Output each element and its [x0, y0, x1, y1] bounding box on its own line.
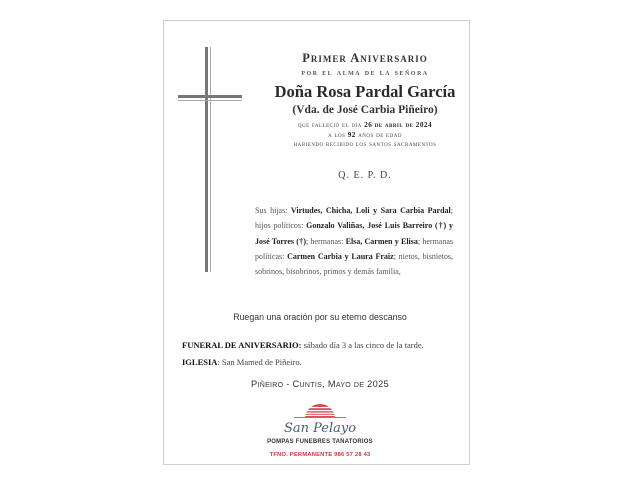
deceased-name: Doña Rosa Pardal García	[274, 82, 456, 101]
widow-of: (Vda. de José Carbia Piñeiro)	[292, 104, 438, 116]
death-date-line: que falleció el día 26 de abril de 2024	[297, 121, 433, 129]
svg-text:San Pelayo: San Pelayo	[283, 421, 357, 436]
company-phone: TFNO. PERMANENTE 986 57 28 43	[269, 452, 371, 458]
company-tagline: POMPAS FUNEBRES TANATORIOS	[267, 439, 373, 445]
qepd: Q. E. P. D.	[338, 170, 392, 181]
age-line: a los 92 años de edad	[328, 131, 402, 139]
title: Primer Aniversario	[302, 51, 428, 65]
subtitle: por el alma de la señora	[301, 67, 429, 77]
sacraments-line: habiendo recibido los santos sacramentos	[293, 140, 437, 148]
family-paragraph: Sus hijas: Virtudes, Chicha, Loli y Sara Carbia Pardal; hijos políticos: Gonzalo Valiñas, José Luis Barreiro (†) y José Torres (†); hermanas: Elsa, Carmen y Elisa; hermanas políticas: Carmen Carbia y Laura Fraiz; nietos, bisnietos, sobrinos, bisobrinos, primos y demás familia,	[255, 206, 454, 277]
prayer-request: Ruegan una oración por su eterno descanso	[233, 312, 407, 322]
funeral-info: FUNERAL DE ANIVERSARIO: sábado día 3 a las cinco de la tarde.	[182, 340, 424, 350]
place-date: Piñeiro - Cuntis, Mayo de 2025	[250, 379, 390, 389]
church-info: IGLESIA: San Mamed de Piñeiro.	[182, 357, 302, 367]
san-pelayo-logo	[270, 400, 370, 440]
cross-icon	[178, 47, 242, 272]
